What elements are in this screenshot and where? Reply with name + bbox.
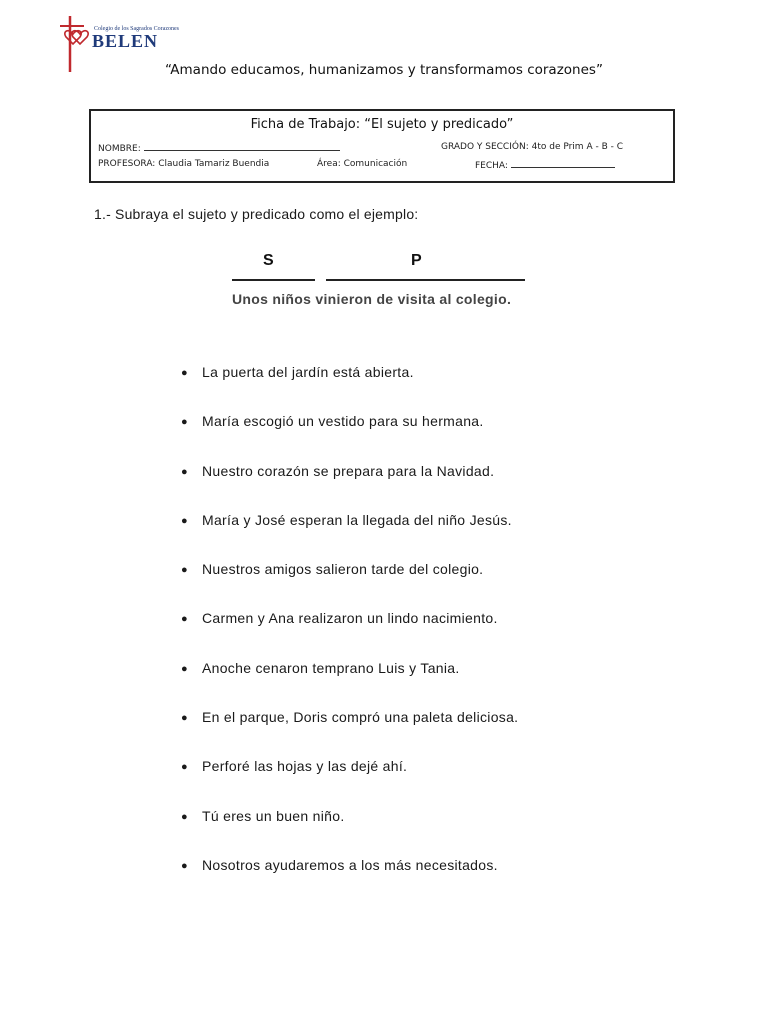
date-blank[interactable] [511, 159, 615, 168]
teacher-label: PROFESORA: [98, 159, 156, 169]
date-field[interactable] [475, 159, 615, 171]
list-item [181, 857, 518, 906]
bullet-icon: ● [181, 465, 188, 478]
area-value: Comunicación [343, 159, 408, 169]
grade-label: GRADO Y SECCIÓN: [441, 142, 529, 152]
sentence-text: María y José esperan la llegada del niño Jesús. [202, 511, 512, 528]
list-item [181, 512, 518, 561]
name-label: NOMBRE: [98, 144, 141, 154]
sentence-text: En el parque, Doris compró una paleta deliciosa. [202, 709, 519, 726]
teacher-field [98, 159, 269, 169]
bullet-icon: ● [181, 564, 188, 577]
sentence-text: Tú eres un buen niño. [202, 807, 345, 824]
bullet-icon: ● [181, 613, 188, 626]
exercise-list [181, 364, 518, 906]
sentence-text: La puerta del jardín está abierta. [202, 364, 414, 380]
teacher-value: Claudia Tamariz Buendia [158, 159, 270, 169]
worksheet-title: Ficha de Trabajo: “El sujeto y predicado” [250, 117, 514, 132]
bullet-icon: ● [181, 514, 188, 527]
bullet-icon: ● [181, 712, 188, 725]
grade-value: 4to de Prim A - B - C [531, 142, 623, 152]
logo-subtitle: Colegio de los Sagrados Corazones [94, 26, 179, 32]
date-label: FECHA: [475, 161, 508, 171]
bullet-icon: ● [181, 367, 188, 379]
list-item [181, 660, 518, 709]
example-sentence: Unos niños vinieron de visita al colegio. [232, 291, 512, 307]
sentence-text: Perforé las hojas y las dejé ahí. [202, 758, 408, 775]
predicate-marker: P [411, 252, 422, 269]
sentence-text: María escogió un vestido para su hermana. [202, 413, 484, 430]
bullet-icon: ● [181, 761, 188, 774]
area-field [317, 159, 407, 169]
logo-name: BELEN [92, 31, 159, 51]
list-item [181, 610, 518, 659]
list-item [181, 808, 518, 857]
area-label: Área: [317, 159, 341, 169]
bullet-icon: ● [181, 662, 188, 675]
subject-marker: S [263, 252, 274, 269]
list-item [181, 709, 518, 758]
list-item [181, 413, 518, 462]
sentence-text: Anoche cenaron temprano Luis y Tania. [202, 659, 460, 676]
bullet-icon: ● [181, 859, 188, 872]
subject-underline [232, 279, 315, 281]
bullet-icon: ● [181, 416, 188, 429]
sentence-text: Nosotros ayudaremos a los más necesitados. [202, 856, 498, 873]
worksheet-header [89, 109, 675, 183]
list-item [181, 364, 518, 413]
name-blank[interactable] [144, 142, 340, 151]
sentence-text: Nuestro corazón se prepara para la Navidad. [202, 462, 495, 479]
sentence-text: Carmen y Ana realizaron un lindo nacimiento. [202, 610, 498, 627]
instruction-text: 1.- Subraya el sujeto y predicado como el ejemplo: [94, 206, 419, 222]
name-field[interactable] [98, 142, 340, 154]
school-motto: “Amando educamos, humanizamos y transformamos corazones” [165, 62, 603, 78]
list-item [181, 561, 518, 610]
grade-section [441, 142, 623, 152]
list-item [181, 463, 518, 512]
list-item [181, 758, 518, 807]
sentence-text: Nuestros amigos salieron tarde del colegio. [202, 561, 484, 578]
bullet-icon: ● [181, 810, 188, 823]
predicate-underline [326, 279, 525, 281]
